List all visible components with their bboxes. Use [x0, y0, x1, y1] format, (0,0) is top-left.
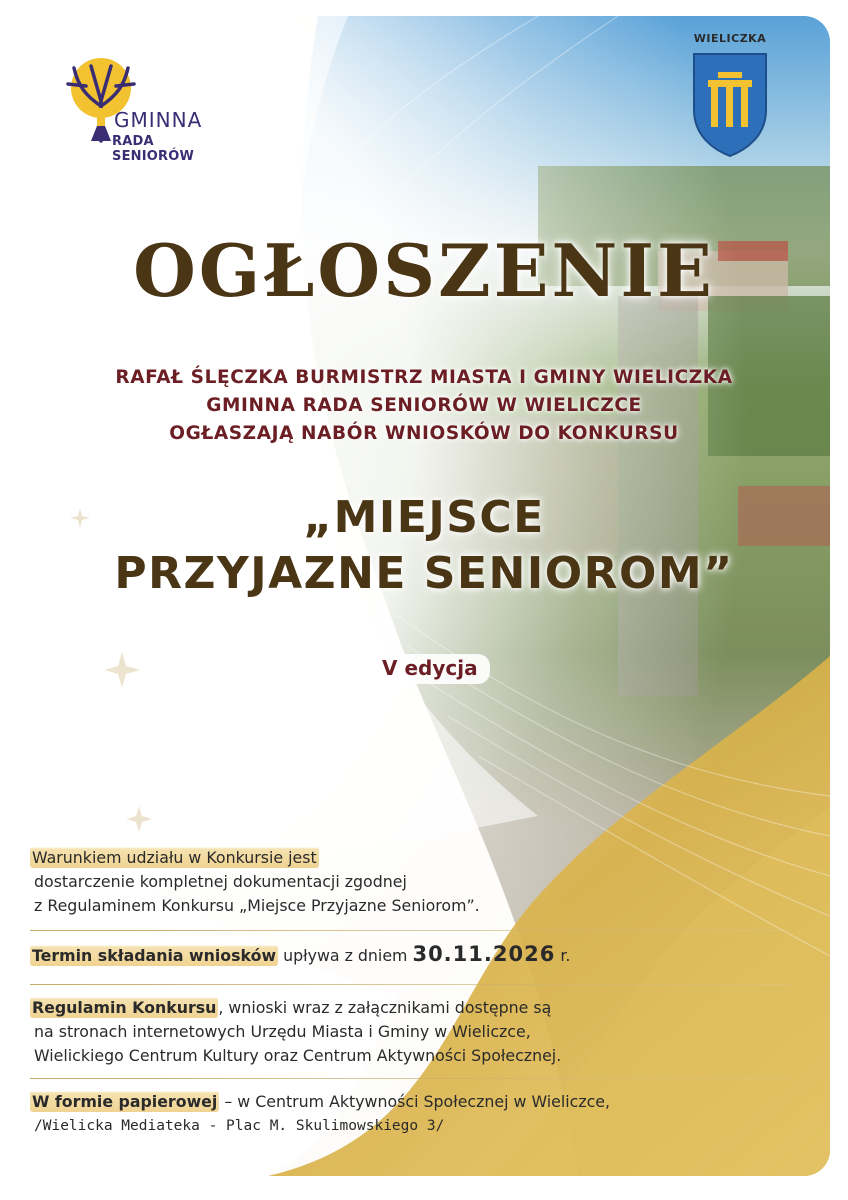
- condition-line-3: z Regulaminem Konkursu „Miejsce Przyjazne Seniorom”.: [34, 896, 480, 915]
- announcement-subtitle: [18, 364, 830, 448]
- paper-address: /Wielicka Mediateka - Plac M. Skulimowskiego 3/: [34, 1118, 445, 1134]
- wieliczka-label: WIELICZKA: [693, 32, 767, 45]
- subtitle-line-3: OGŁASZAJĄ NABÓR WNIOSKÓW DO KONKURSU: [169, 423, 679, 444]
- condition-paragraph: [30, 846, 480, 918]
- paper-text: – w Centrum Aktywności Społecznej w Wieliczce,: [219, 1092, 611, 1111]
- regulations-line-2: na stronach internetowych Urzędu Miasta i Gminy w Wieliczce,: [34, 1022, 531, 1041]
- wieliczka-coat-of-arms: [686, 26, 774, 154]
- regulations-paragraph: [30, 996, 561, 1068]
- subtitle-line-1: RAFAŁ ŚLĘCZKA BURMISTRZ MIASTA I GMINY WIELICZKA: [115, 367, 733, 388]
- divider-3: [30, 1078, 790, 1079]
- condition-highlight: Warunkiem udziału w Konkursie jest: [32, 848, 317, 867]
- coat-of-arms-icon: [686, 50, 774, 160]
- deadline-date: 30.11.2026: [412, 942, 556, 966]
- paper-highlight: W formie papierowej: [32, 1092, 218, 1111]
- divider-1: [30, 930, 790, 931]
- rada-seniorow-logo: [56, 46, 226, 164]
- deadline-text: upływa z dniem: [278, 946, 413, 965]
- poster: [18, 16, 830, 1176]
- condition-line-2: dostarczenie kompletnej dokumentacji zgodnej: [34, 872, 407, 891]
- page-title: OGŁOSZENIE: [133, 228, 715, 313]
- edition-badge: V edycja: [370, 654, 490, 684]
- contest-line-1: „MIEJSCE: [303, 492, 545, 543]
- contest-line-2: PRZYJAZNE SENIOROM”: [114, 548, 734, 599]
- deadline-highlight: Termin składania wniosków: [32, 946, 277, 965]
- regulations-highlight: Regulamin Konkursu: [32, 998, 217, 1017]
- regulations-text: , wnioski wraz z załącznikami dostępne są: [218, 998, 552, 1017]
- rada-logo-line1: GMINNA: [114, 108, 203, 132]
- subtitle-line-2: GMINNA RADA SENIORÓW W WIELICZCE: [206, 395, 642, 416]
- contest-name: [18, 490, 830, 602]
- deadline-paragraph: [30, 942, 570, 968]
- deadline-suffix: r.: [555, 946, 571, 965]
- regulations-line-3: Wielickiego Centrum Kultury oraz Centrum Aktywności Społecznej.: [34, 1046, 562, 1065]
- paper-form-paragraph: [30, 1090, 610, 1138]
- divider-2: [30, 984, 790, 985]
- rada-logo-line2: RADA SENIORÓW: [112, 134, 195, 164]
